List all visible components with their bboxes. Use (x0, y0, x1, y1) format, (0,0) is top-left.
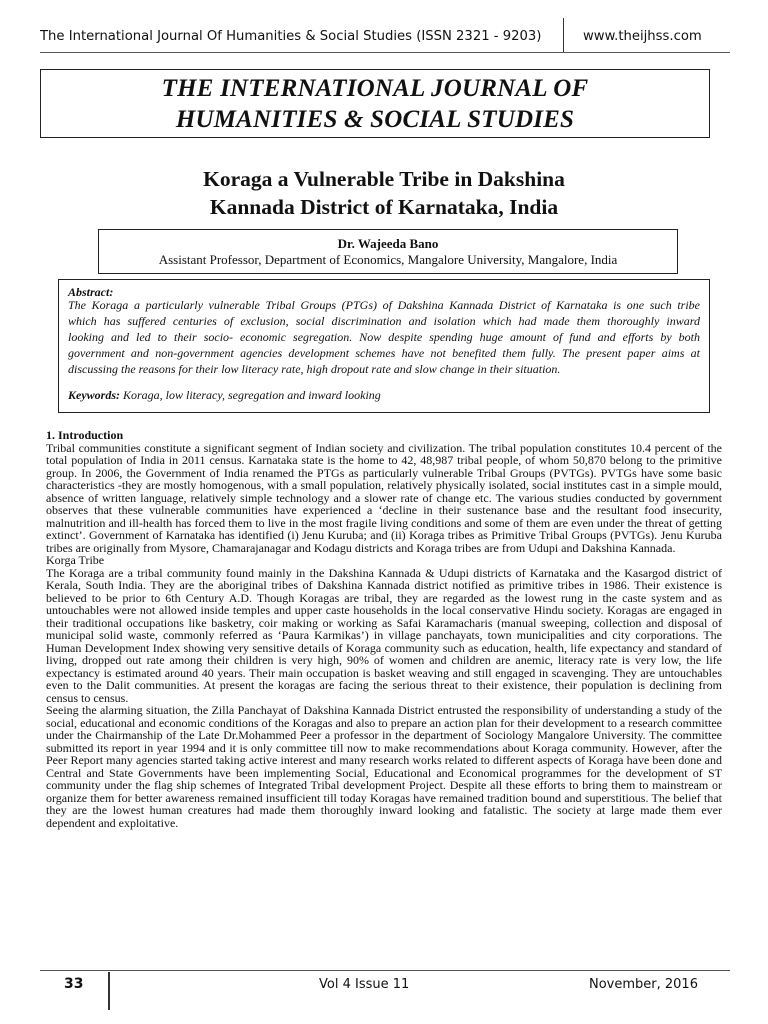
abstract-line: looking and led to their socio- economic segregation. Now despite spending huge amount of fund and efforts by both (68, 330, 700, 344)
author-affiliation: Assistant Professor, Department of Economics, Mangalore University, Mangalore, India (158, 252, 618, 267)
author-name: Dr. Wajeeda Bano (337, 236, 439, 251)
running-header (0, 0, 768, 52)
issue-date: November, 2016 (589, 977, 698, 992)
keywords (68, 388, 381, 403)
keywords-label: Keywords: (68, 388, 120, 402)
abstract-line: government and non-government agencies development schemes have not benefited them fully. The present paper aims at (68, 346, 700, 360)
header-divider (563, 18, 564, 52)
journal-website: www.theijhss.com (583, 29, 702, 44)
journal-header-text: The International Journal Of Humanities & Social Studies (ISSN 2321 - 9203) (40, 29, 542, 44)
subheading: Korga Tribe (46, 553, 105, 567)
page-number: 33 (64, 976, 84, 992)
abstract-box (58, 279, 710, 413)
abstract-label: Abstract: (68, 285, 114, 299)
footer-rule (40, 970, 730, 971)
journal-masthead (40, 69, 710, 138)
header-rule (40, 52, 730, 53)
paragraph: The Koraga are a tribal community found mainly in the Dakshina Kannada & Udupi districts of Karnataka and the Kasargod district of Kerala, South India. They are the aboriginal tribes of Dakshina Kannada district notified as primitive tribes in 1986. Their existence is believed to be prior to 6th Century A.D. Though Koragas are tribal, they are regarded as the lowest rung in the caste system and as untouchables were not allowed inside temples and upper caste households in the local conservative Hindu society. Koragas are engaged in their traditional occupations like basketry, coir making or working as Safai Karamacharis (manual sweeping, collection and disposal of municipal solid waste, commonly referred as ‘Paura Karmikas’) in village panchayats, town municipalities and city corporations. The Human Development Index showing very sensitive details of Koraga community such as education, health, life expectancy and standard of living, dropped out rate among their children is very high, 90% of women and children are anemic, literacy rate is very low, the life expectancy is estimated around 40 years. Their main occupation is basket weaving and still engaged in scavenging. They are untouchables even to the Dalit communities. At present the koragas are facing the serious threat to their existence, their population is declining from census to census. (46, 565, 722, 705)
abstract-line: which has suffered centuries of exclusion, social discrimination and isolation which had made them thoroughly inward (68, 314, 700, 328)
article-title-line-1: Koraga a Vulnerable Tribe in Dakshina (203, 167, 565, 191)
masthead-line-2: HUMANITIES & SOCIAL STUDIES (175, 106, 575, 133)
abstract-line: discussing the reasons for their low literacy rate, high dropout rate and slow change in their situation. (68, 362, 561, 376)
footer-divider (108, 972, 110, 1010)
paragraph: Seeing the alarming situation, the Zilla Panchayat of Dakshina Kannada District entrusted the responsibility of understanding a study of the social, educational and economic conditions of the Koragas and also to prepare an action plan for their development to a research committee under the Chairmanship of the Late Dr.Mohammed Peer a professor in the department of Sociology Mangalore University. The committee submitted its report in year 1994 and it is only committee till now to make recommendations about Koraga community. However, after the Peer Report many agencies started taking active interest and many research works related to different aspects of Koraga have been done and Central and State Governments have been implementing Social, Educational and Economical programmes for the development of ST community under the flag ship schemes of Integrated Tribal development Project. Despite all these efforts to bring them to mainstream or organize them for better awareness remained insufficient till today Koragas have remained tradition bound and superstitious. The belief that they are the lowest human creatures had made them thoroughly inward looking and fatalistic. The society at large made them ever dependent and exploitative. (46, 703, 722, 830)
article-title-line-2: Kannada District of Karnataka, India (209, 195, 559, 219)
article-body (46, 429, 722, 829)
section-heading: 1. Introduction (46, 428, 124, 442)
issue-label: Vol 4 Issue 11 (319, 977, 410, 992)
masthead-line-1: THE INTERNATIONAL JOURNAL OF (161, 75, 589, 102)
abstract-line: The Koraga a particularly vulnerable Tribal Groups (PTGs) of Dakshina Kannada District of Karnataka is one such tribe (68, 298, 700, 312)
paragraph: Tribal communities constitute a significant segment of Indian society and civilization. The tribal population constitutes 10.4 percent of the total population of India in 2011 census. Karnataka state is the home to 42, 48,987 tribal people, of whom 50,870 belong to the primitive group. In 2006, the Government of India renamed the PTGs as particularly vulnerable Tribal Groups (PVTGs). PVTGs have some basic characteristics -they are mostly homogenous, with a small population, relatively physically isolated, social institutes cast in a simple mould, absence of written language, relatively simple technology and a slower rate of change etc. The various studies conducted by government observes that these vulnerable communities have experienced a ‘decline in their sustenance base and the resultant food insecurity, malnutrition and ill-health has forced them to live in the most fragile living conditions and some of them are even under the threat of getting extinct’. Government of Karnataka has identified (i) Jenu Kuruba; and (ii) Koraga tribes as Primitive Tribal Groups (PVTGs). Jenu Kuruba tribes are originally from Mysore, Chamarajanagar and Kodagu districts and Koraga tribes are from Udupi and Dakshina Kannada. (46, 440, 722, 555)
keywords-text: Koraga, low literacy, segregation and inward looking (123, 388, 381, 402)
author-box (98, 229, 678, 274)
